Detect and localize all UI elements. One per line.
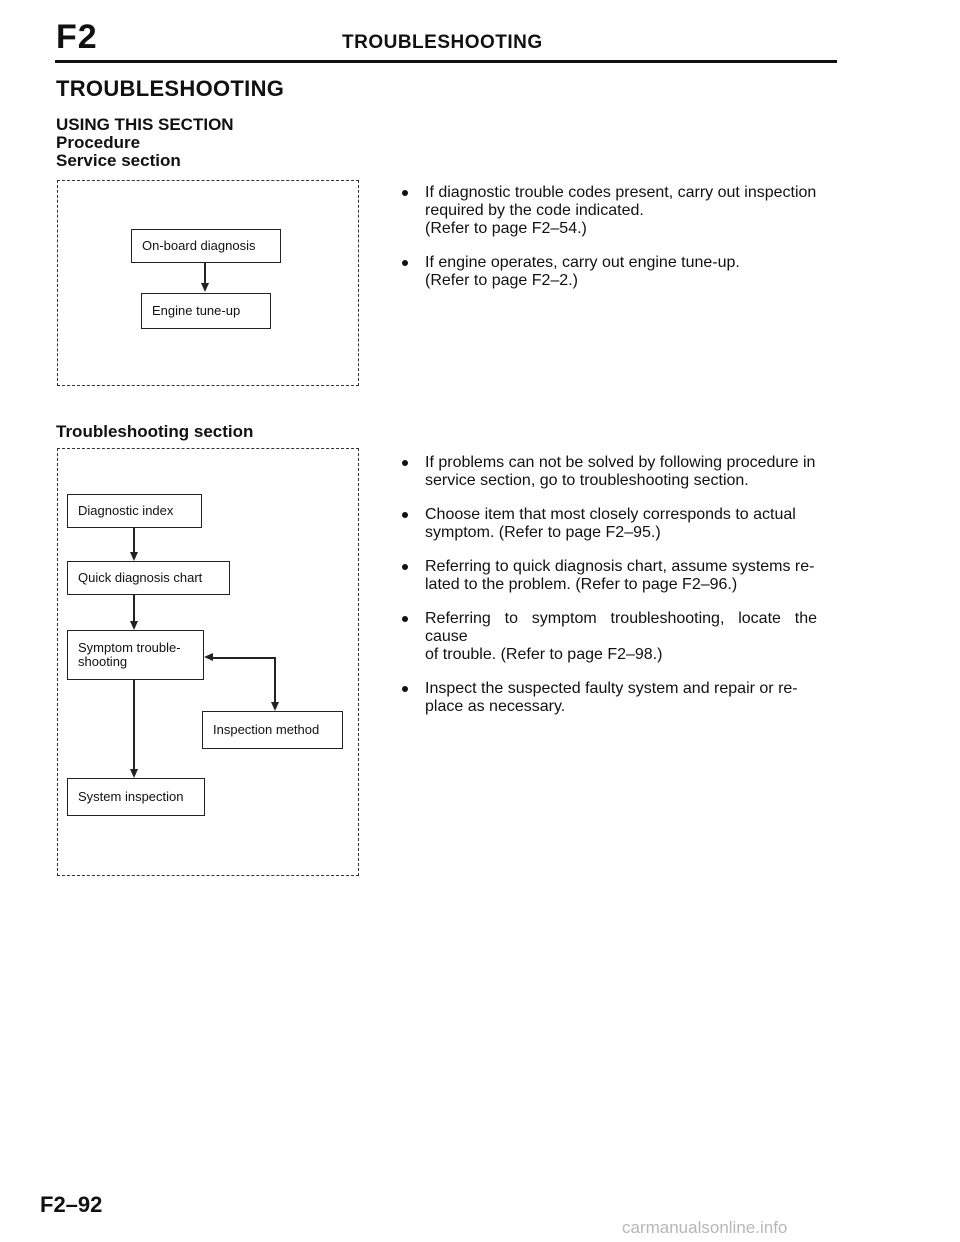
watermark: carmanualsonline.info xyxy=(622,1218,788,1237)
box-label-line-2: shooting xyxy=(78,654,128,669)
box-diagnostic-index xyxy=(67,494,202,528)
box-label: Engine tune-up xyxy=(152,303,241,318)
troubleshooting-section-title: Troubleshooting section xyxy=(56,422,254,441)
box-label: System inspection xyxy=(78,789,184,804)
box-label: Diagnostic index xyxy=(78,503,174,518)
service-bullet-2: If engine operates, carry out engine tune-up. (Refer to page F2–2.) xyxy=(397,254,817,290)
subheading-procedure: Procedure xyxy=(56,133,141,152)
header-rule xyxy=(55,60,837,63)
connector-line xyxy=(204,263,206,283)
box-on-board-diagnosis xyxy=(131,229,281,263)
connector-line xyxy=(133,680,135,769)
service-bullet-list xyxy=(397,184,817,306)
connector-line xyxy=(274,657,276,703)
connector-line xyxy=(133,595,135,621)
troubleshooting-bullet-list xyxy=(397,454,817,732)
section-code: F2 xyxy=(56,18,98,56)
box-system-inspection xyxy=(67,778,205,816)
connector-line xyxy=(212,657,275,659)
box-inspection-method xyxy=(202,711,343,749)
box-label-line-1: Symptom trouble- xyxy=(78,640,181,655)
subheading-using-this-section: USING THIS SECTION xyxy=(56,115,234,134)
troubleshooting-bullet-3: Referring to quick diagnosis chart, assume systems re- lated to the problem. (Refer to page F2–96.) xyxy=(397,558,817,594)
page-number: F2–92 xyxy=(40,1192,103,1217)
arrow-down-icon xyxy=(271,702,279,711)
box-symptom-troubleshooting xyxy=(67,630,204,680)
header-title: TROUBLESHOOTING xyxy=(342,32,543,53)
page-title: TROUBLESHOOTING xyxy=(56,76,285,101)
service-bullet-1: If diagnostic trouble codes present, carry out inspection required by the code indicated. (Refer to page F2–54.) xyxy=(397,184,817,238)
arrow-down-icon xyxy=(130,621,138,630)
arrow-down-icon xyxy=(201,283,209,292)
box-quick-diagnosis-chart xyxy=(67,561,230,595)
troubleshooting-bullet-1: If problems can not be solved by following procedure in service section, go to troubleshooting section. xyxy=(397,454,817,490)
troubleshooting-bullet-5: Inspect the suspected faulty system and repair or re- place as necessary. xyxy=(397,680,817,716)
connector-line xyxy=(133,528,135,552)
troubleshooting-bullet-4: Referring to symptom troubleshooting, locate the cause of trouble. (Refer to page F2–98.) xyxy=(397,610,817,664)
box-engine-tune-up xyxy=(141,293,271,329)
troubleshooting-bullet-2: Choose item that most closely corresponds to actual symptom. (Refer to page F2–95.) xyxy=(397,506,817,542)
box-label: Inspection method xyxy=(213,722,320,737)
arrow-down-icon xyxy=(130,769,138,778)
box-label: On-board diagnosis xyxy=(142,238,256,253)
arrow-down-icon xyxy=(130,552,138,561)
subheading-service-section: Service section xyxy=(56,151,181,170)
box-label: Quick diagnosis chart xyxy=(78,570,203,585)
